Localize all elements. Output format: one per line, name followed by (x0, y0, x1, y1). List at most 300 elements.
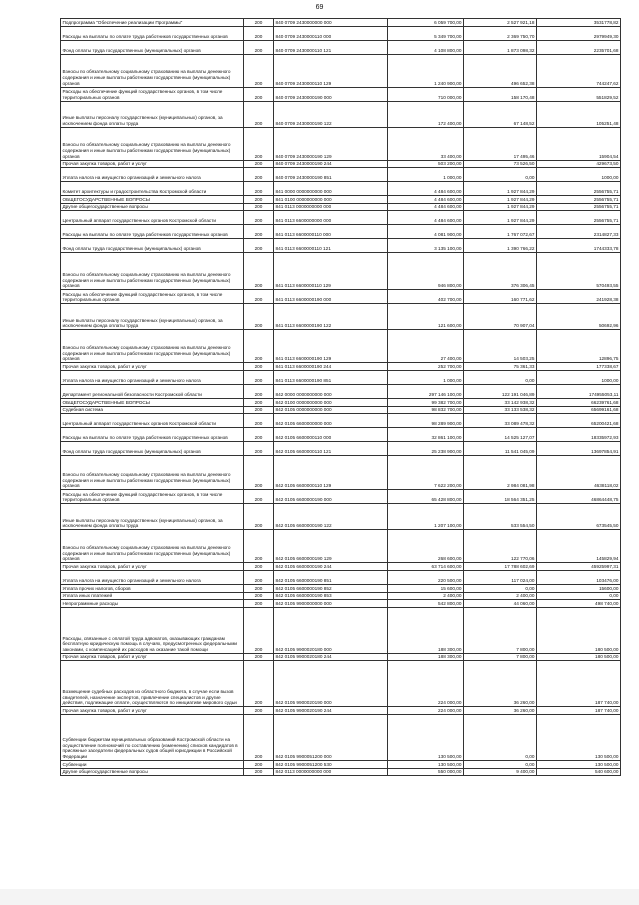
row-code: 200 (244, 442, 274, 456)
table-row (61, 442, 621, 456)
row-code: 200 (244, 168, 274, 182)
row-approved: 224 000,00 (388, 707, 464, 715)
row-approved: 32 861 100,00 (388, 428, 464, 442)
row-approved: 6 059 700,00 (388, 19, 464, 27)
row-name: Уплата налога на имущество организаций и земельного налога (61, 371, 244, 385)
row-approved: 4 484 600,00 (388, 203, 464, 211)
row-name: Расходы, связанные с оплатой труда адвокатов, оказывающих гражданам бесплатную юридическую помощь в случаях, предусмотренных федеральными законами, с компенсацией их расходов на оказание такой помощи (61, 607, 244, 653)
row-executed: 0,00 (464, 715, 537, 761)
table-row (61, 768, 621, 776)
row-name: Расходы на обеспечение функций государственных органов, в том числе территориальных органов (61, 87, 244, 101)
row-kbk: 841 0113 6600000110 129 (274, 253, 388, 290)
row-approved: 99 382 700,00 (388, 399, 464, 407)
row-kbk: 841 0113 6600000000 000 (274, 211, 388, 225)
row-kbk: 842 0105 6600000110 129 (274, 456, 388, 490)
row-kbk: 842 0113 0000000000 000 (274, 768, 388, 776)
row-approved: 188 300,00 (388, 653, 464, 661)
row-remaining: 429673,50 (537, 160, 621, 168)
row-remaining: 65200421,68 (537, 414, 621, 428)
row-approved: 33 400,00 (388, 127, 464, 160)
row-executed: 67 148,52 (464, 101, 537, 127)
table-row (61, 363, 621, 371)
row-approved: 4 484 600,00 (388, 182, 464, 196)
row-kbk: 842 0105 9900000000 000 (274, 600, 388, 608)
table-row (61, 253, 621, 290)
row-kbk: 842 0105 0000000000 000 (274, 406, 388, 414)
row-remaining: 4638118,02 (537, 456, 621, 490)
row-approved: 268 600,00 (388, 530, 464, 563)
row-name: Прочая закупка товаров, работ и услуг (61, 653, 244, 661)
table-row (61, 371, 621, 385)
row-kbk: 841 0113 6600000190 851 (274, 371, 388, 385)
table-row (61, 19, 621, 27)
row-name: Взносы по обязательному социальному страхованию на выплаты денежного содержания и иные выплаты работникам государственных (муниципальных) органов (61, 530, 244, 563)
row-approved: 4 081 900,00 (388, 225, 464, 239)
row-approved: 121 600,00 (388, 304, 464, 330)
row-code: 200 (244, 19, 274, 27)
table-row (61, 54, 621, 87)
row-remaining: 180 500,00 (537, 607, 621, 653)
row-code: 200 (244, 196, 274, 204)
row-executed: 1 927 844,29 (464, 196, 537, 204)
table-row (61, 607, 621, 653)
row-kbk: 842 0105 6600000190 122 (274, 504, 388, 530)
table-row (61, 761, 621, 769)
row-approved: 710 000,00 (388, 87, 464, 101)
row-name: ОБЩЕГОСУДАРСТВЕННЫЕ ВОПРОСЫ (61, 196, 244, 204)
row-executed: 33 133 538,32 (464, 406, 537, 414)
row-name: Расходы на выплаты по оплате труда работников государственных органов (61, 225, 244, 239)
row-kbk: 840 0709 2430000190 129 (274, 127, 388, 160)
row-approved: 63 714 600,00 (388, 563, 464, 571)
row-kbk: 840 0709 2430000190 000 (274, 87, 388, 101)
row-remaining: 2235701,68 (537, 40, 621, 54)
row-kbk: 842 0105 6600000190 000 (274, 490, 388, 504)
row-code: 200 (244, 363, 274, 371)
row-executed: 14 503,25 (464, 330, 537, 363)
row-kbk: 842 0105 9900020180 244 (274, 653, 388, 661)
row-kbk: 842 0105 6600000000 000 (274, 414, 388, 428)
row-approved: 503 200,00 (388, 160, 464, 168)
row-remaining: 1744333,78 (537, 239, 621, 253)
row-code: 200 (244, 406, 274, 414)
row-code: 200 (244, 225, 274, 239)
row-executed: 75 361,33 (464, 363, 537, 371)
table-row (61, 661, 621, 707)
row-name: Комитет архитектуры и градостроительства Костромской области (61, 182, 244, 196)
row-code: 200 (244, 127, 274, 160)
row-name: Подпрограмма "Обеспечение реализации Программы" (61, 19, 244, 27)
table-row (61, 127, 621, 160)
table-row (61, 399, 621, 407)
row-kbk: 842 0100 0000000000 000 (274, 399, 388, 407)
row-name: Судебная система (61, 406, 244, 414)
table-row (61, 490, 621, 504)
row-kbk: 840 0709 2430000110 129 (274, 54, 388, 87)
row-name: Уплата прочих налогов, сборов (61, 585, 244, 593)
row-kbk: 842 0105 6600000190 851 (274, 571, 388, 585)
row-remaining: 145829,94 (537, 530, 621, 563)
row-remaining: 187 740,00 (537, 661, 621, 707)
table-row (61, 715, 621, 761)
row-remaining: 174955053,11 (537, 385, 621, 399)
row-remaining: 46864448,75 (537, 490, 621, 504)
row-code: 200 (244, 530, 274, 563)
row-remaining: 177338,67 (537, 363, 621, 371)
row-remaining: 551829,52 (537, 87, 621, 101)
row-executed: 122 770,06 (464, 530, 537, 563)
table-row (61, 304, 621, 330)
row-code: 200 (244, 504, 274, 530)
row-approved: 220 500,00 (388, 571, 464, 585)
table-row (61, 87, 621, 101)
row-code: 200 (244, 182, 274, 196)
page-number: 69 (315, 4, 324, 11)
row-code: 200 (244, 414, 274, 428)
row-remaining: 187 740,00 (537, 707, 621, 715)
row-kbk: 840 0709 2430000000 000 (274, 19, 388, 27)
table-row (61, 414, 621, 428)
row-approved: 65 428 800,00 (388, 490, 464, 504)
row-executed: 160 771,62 (464, 290, 537, 304)
row-executed: 1 927 844,29 (464, 182, 537, 196)
table-row (61, 239, 621, 253)
row-code: 200 (244, 571, 274, 585)
row-kbk: 841 0113 6600000190 129 (274, 330, 388, 363)
table-row (61, 101, 621, 127)
row-code: 200 (244, 385, 274, 399)
row-kbk: 840 0709 2430000190 851 (274, 168, 388, 182)
row-kbk: 841 0113 6600000190 244 (274, 363, 388, 371)
row-remaining: 180 500,00 (537, 653, 621, 661)
row-code: 200 (244, 203, 274, 211)
row-kbk: 840 0709 2430000110 121 (274, 40, 388, 54)
row-executed: 14 525 127,07 (464, 428, 537, 442)
row-code: 200 (244, 40, 274, 54)
row-kbk: 840 0709 2430000190 244 (274, 160, 388, 168)
row-remaining: 130 500,00 (537, 761, 621, 769)
table-row (61, 40, 621, 54)
row-remaining: 15904,54 (537, 127, 621, 160)
table-row (61, 160, 621, 168)
row-executed: 17 495,46 (464, 127, 537, 160)
row-remaining: 65699161,68 (537, 406, 621, 414)
row-executed: 2 527 921,18 (464, 19, 537, 27)
row-kbk: 842 0105 6600000110 000 (274, 428, 388, 442)
row-remaining: 66239761,68 (537, 399, 621, 407)
row-code: 200 (244, 661, 274, 707)
row-remaining: 50692,96 (537, 304, 621, 330)
row-executed: 36 260,00 (464, 661, 537, 707)
table-row (61, 211, 621, 225)
row-kbk: 840 0709 2430000110 000 (274, 26, 388, 40)
row-remaining: 15600,00 (537, 585, 621, 593)
table-row (61, 203, 621, 211)
table-row (61, 330, 621, 363)
row-remaining: 13697854,91 (537, 442, 621, 456)
row-code: 200 (244, 371, 274, 385)
row-name: Взносы по обязательному социальному страхованию на выплаты денежного содержания и иные выплаты работникам государственных (муниципальных) органов (61, 127, 244, 160)
row-name: Прочая закупка товаров, работ и услуг (61, 707, 244, 715)
row-executed: 376 306,45 (464, 253, 537, 290)
row-remaining: 540 600,00 (537, 768, 621, 776)
row-kbk: 842 0105 9900020190 244 (274, 707, 388, 715)
row-approved: 297 146 100,00 (388, 385, 464, 399)
row-executed: 33 142 938,32 (464, 399, 537, 407)
table-row (61, 504, 621, 530)
row-code: 200 (244, 253, 274, 290)
table-row (61, 385, 621, 399)
row-kbk: 841 0113 6600000190 122 (274, 304, 388, 330)
row-name: Прочая закупка товаров, работ и услуг (61, 563, 244, 571)
row-remaining: 673545,50 (537, 504, 621, 530)
row-kbk: 841 0113 0000000000 000 (274, 203, 388, 211)
row-executed: 7 800,00 (464, 653, 537, 661)
row-code: 200 (244, 585, 274, 593)
table-row (61, 290, 621, 304)
row-remaining: 241928,38 (537, 290, 621, 304)
row-executed: 44 060,00 (464, 600, 537, 608)
row-remaining: 2556755,71 (537, 211, 621, 225)
row-kbk: 841 0000 0000000000 000 (274, 182, 388, 196)
row-remaining: 130 500,00 (537, 715, 621, 761)
table-row (61, 225, 621, 239)
row-code: 200 (244, 160, 274, 168)
table-row (61, 168, 621, 182)
row-name: Уплата налога на имущество организаций и земельного налога (61, 168, 244, 182)
row-name: Расходы на выплаты по оплате труда работников государственных органов (61, 428, 244, 442)
row-approved: 2 400,00 (388, 592, 464, 600)
row-code: 200 (244, 54, 274, 87)
row-approved: 130 500,00 (388, 761, 464, 769)
budget-execution-table (60, 18, 621, 776)
table-row (61, 592, 621, 600)
row-remaining: 103476,00 (537, 571, 621, 585)
row-executed: 1 873 098,32 (464, 40, 537, 54)
row-code: 200 (244, 290, 274, 304)
row-approved: 224 000,00 (388, 661, 464, 707)
row-approved: 252 700,00 (388, 363, 464, 371)
row-remaining: 18335972,93 (537, 428, 621, 442)
row-name: Взносы по обязательному социальному страхованию на выплаты денежного содержания и иные выплаты работникам государственных (муниципальных) органов (61, 54, 244, 87)
row-approved: 27 400,00 (388, 330, 464, 363)
row-code: 200 (244, 304, 274, 330)
row-executed: 496 652,38 (464, 54, 537, 87)
row-kbk: 841 0113 6600000110 000 (274, 225, 388, 239)
row-remaining: 1000,00 (537, 168, 621, 182)
row-approved: 3 135 100,00 (388, 239, 464, 253)
row-code: 200 (244, 456, 274, 490)
row-kbk: 841 0113 6600000190 000 (274, 290, 388, 304)
row-name: Расходы на обеспечение функций государственных органов, в том числе территориальных органов (61, 290, 244, 304)
row-executed: 0,00 (464, 371, 537, 385)
row-executed: 122 191 046,89 (464, 385, 537, 399)
row-approved: 98 832 700,00 (388, 406, 464, 414)
row-approved: 550 000,00 (388, 768, 464, 776)
row-executed: 17 788 602,69 (464, 563, 537, 571)
row-kbk: 842 0000 0000000000 000 (274, 385, 388, 399)
row-code: 200 (244, 87, 274, 101)
row-name: Возмещение судебных расходов из областного бюджета, в случае если вызов свидетелей, назначение экспертов, привлечение специалистов и другие действия, подлежащие оплате, осуществляются по инициативе мирового судьи (61, 661, 244, 707)
row-name: Департамент региональной безопасности Костромской области (61, 385, 244, 399)
row-remaining: 105251,48 (537, 101, 621, 127)
row-executed: 0,00 (464, 585, 537, 593)
row-name: Уплата иных платежей (61, 592, 244, 600)
table-row (61, 26, 621, 40)
row-name: Субвенции (61, 761, 244, 769)
row-approved: 7 622 200,00 (388, 456, 464, 490)
row-executed: 70 907,04 (464, 304, 537, 330)
row-name: Непрограммные расходы (61, 600, 244, 608)
table-row (61, 707, 621, 715)
row-remaining: 2979949,30 (537, 26, 621, 40)
row-kbk: 842 0105 6600000190 853 (274, 592, 388, 600)
table-row (61, 406, 621, 414)
table-row (61, 182, 621, 196)
row-name: Фонд оплаты труда государственных (муниципальных) органов (61, 40, 244, 54)
row-executed: 0,00 (464, 168, 537, 182)
row-approved: 5 349 700,00 (388, 26, 464, 40)
row-code: 200 (244, 26, 274, 40)
row-code: 200 (244, 239, 274, 253)
table-row (61, 571, 621, 585)
row-code: 200 (244, 653, 274, 661)
row-code: 200 (244, 761, 274, 769)
row-executed: 36 260,00 (464, 707, 537, 715)
row-executed: 1 927 844,29 (464, 203, 537, 211)
table-row (61, 585, 621, 593)
row-executed: 73 526,50 (464, 160, 537, 168)
row-code: 200 (244, 592, 274, 600)
row-remaining: 12896,75 (537, 330, 621, 363)
row-executed: 0,00 (464, 761, 537, 769)
row-kbk: 842 0105 6600000190 244 (274, 563, 388, 571)
row-executed: 2 369 750,70 (464, 26, 537, 40)
row-executed: 11 541 045,09 (464, 442, 537, 456)
row-remaining: 45925997,31 (537, 563, 621, 571)
table-row (61, 428, 621, 442)
row-code: 200 (244, 101, 274, 127)
row-approved: 946 800,00 (388, 253, 464, 290)
row-code: 200 (244, 768, 274, 776)
row-executed: 9 400,00 (464, 768, 537, 776)
row-executed: 1 927 844,29 (464, 211, 537, 225)
row-code: 200 (244, 330, 274, 363)
row-name: Прочая закупка товаров, работ и услуг (61, 160, 244, 168)
row-remaining: 2314827,33 (537, 225, 621, 239)
row-approved: 4 484 600,00 (388, 196, 464, 204)
table-row (61, 530, 621, 563)
row-approved: 1 240 900,00 (388, 54, 464, 87)
table-row (61, 456, 621, 490)
row-name: Взносы по обязательному социальному страхованию на выплаты денежного содержания и иные выплаты работникам государственных (муниципальных) органов (61, 456, 244, 490)
row-executed: 158 170,48 (464, 87, 537, 101)
row-name: Прочая закупка товаров, работ и услуг (61, 363, 244, 371)
row-approved: 188 300,00 (388, 607, 464, 653)
row-name: Взносы по обязательному социальному страхованию на выплаты денежного содержания и иные выплаты работникам государственных (муниципальных) органов (61, 253, 244, 290)
row-approved: 98 289 900,00 (388, 414, 464, 428)
row-approved: 1 000,00 (388, 168, 464, 182)
row-remaining: 2556755,71 (537, 182, 621, 196)
row-code: 200 (244, 600, 274, 608)
row-approved: 130 500,00 (388, 715, 464, 761)
row-code: 200 (244, 399, 274, 407)
row-code: 200 (244, 490, 274, 504)
row-executed: 7 800,00 (464, 607, 537, 653)
row-executed: 33 089 478,32 (464, 414, 537, 428)
row-code: 200 (244, 563, 274, 571)
row-name: Центральный аппарат государственных органов Костромской области (61, 211, 244, 225)
row-remaining: 3531778,82 (537, 19, 621, 27)
table-row (61, 196, 621, 204)
row-code: 200 (244, 715, 274, 761)
row-name: Фонд оплаты труда государственных (муниципальных) органов (61, 239, 244, 253)
row-kbk: 841 0100 0000000000 000 (274, 196, 388, 204)
row-kbk: 842 0105 6600000110 121 (274, 442, 388, 456)
row-approved: 172 400,00 (388, 101, 464, 127)
row-approved: 15 600,00 (388, 585, 464, 593)
table-row (61, 600, 621, 608)
table-row (61, 563, 621, 571)
row-kbk: 842 0105 9900051200 000 (274, 715, 388, 761)
row-name: Другие общегосударственные вопросы (61, 768, 244, 776)
row-remaining: 570493,55 (537, 253, 621, 290)
row-approved: 402 700,00 (388, 290, 464, 304)
table-row (61, 653, 621, 661)
row-name: Иные выплаты персоналу государственных (муниципальных) органов, за исключением фонда оплаты труда (61, 101, 244, 127)
row-remaining: 2556755,71 (537, 203, 621, 211)
row-name: Центральный аппарат государственных органов Костромской области (61, 414, 244, 428)
row-name: Уплата налога на имущество организаций и земельного налога (61, 571, 244, 585)
row-executed: 2 984 081,98 (464, 456, 537, 490)
row-executed: 1 390 766,22 (464, 239, 537, 253)
row-approved: 4 108 800,00 (388, 40, 464, 54)
row-remaining: 0,00 (537, 592, 621, 600)
row-approved: 25 238 900,00 (388, 442, 464, 456)
row-remaining: 744247,62 (537, 54, 621, 87)
row-approved: 1 000,00 (388, 371, 464, 385)
row-executed: 18 564 351,25 (464, 490, 537, 504)
row-executed: 533 554,50 (464, 504, 537, 530)
row-approved: 1 207 100,00 (388, 504, 464, 530)
row-approved: 4 484 600,00 (388, 211, 464, 225)
row-remaining: 498 740,00 (537, 600, 621, 608)
row-name: Фонд оплаты труда государственных (муниципальных) органов (61, 442, 244, 456)
row-code: 200 (244, 607, 274, 653)
row-kbk: 842 0105 6600000190 129 (274, 530, 388, 563)
row-name: Расходы на обеспечение функций государственных органов, в том числе территориальных органов (61, 490, 244, 504)
row-kbk: 842 0105 9900020180 000 (274, 607, 388, 653)
row-kbk: 842 0105 9900051200 530 (274, 761, 388, 769)
row-code: 200 (244, 211, 274, 225)
row-kbk: 840 0709 2430000190 122 (274, 101, 388, 127)
row-code: 200 (244, 428, 274, 442)
row-name: Взносы по обязательному социальному страхованию на выплаты денежного содержания и иные выплаты работникам государственных (муниципальных) органов (61, 330, 244, 363)
row-kbk: 841 0113 6600000110 121 (274, 239, 388, 253)
row-name: Расходы на выплаты по оплате труда работников государственных органов (61, 26, 244, 40)
row-name: Иные выплаты персоналу государственных (муниципальных) органов, за исключением фонда оплаты труда (61, 504, 244, 530)
row-name: ОБЩЕГОСУДАРСТВЕННЫЕ ВОПРОСЫ (61, 399, 244, 407)
row-executed: 1 767 072,67 (464, 225, 537, 239)
row-remaining: 2556755,71 (537, 196, 621, 204)
row-name: Другие общегосударственные вопросы (61, 203, 244, 211)
page-footer-strip (0, 889, 639, 905)
row-executed: 117 024,00 (464, 571, 537, 585)
row-name: Иные выплаты персоналу государственных (муниципальных) органов, за исключением фонда оплаты труда (61, 304, 244, 330)
row-kbk: 842 0105 9900020190 000 (274, 661, 388, 707)
row-executed: 2 400,00 (464, 592, 537, 600)
row-code: 200 (244, 707, 274, 715)
